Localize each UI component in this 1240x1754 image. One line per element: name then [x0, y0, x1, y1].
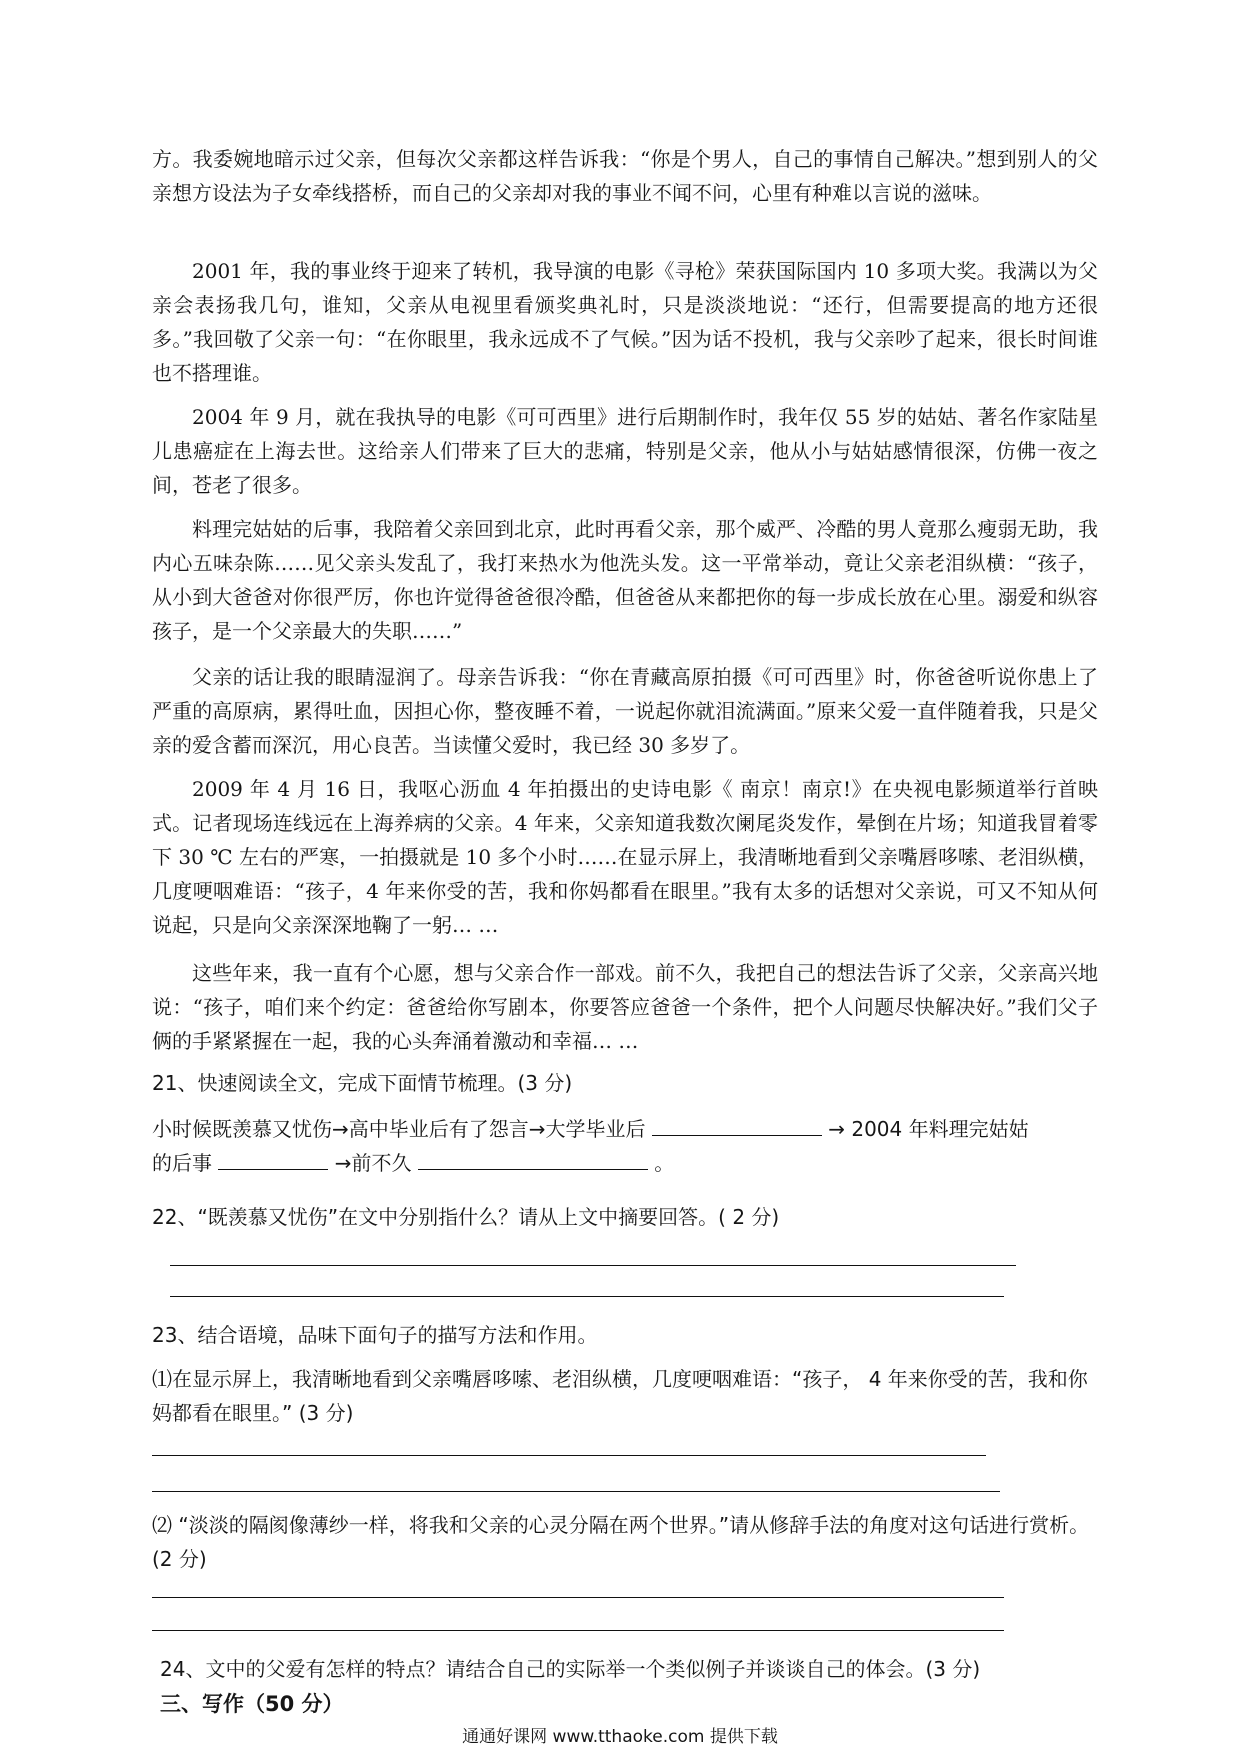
- answer-line-23-1a[interactable]: [152, 1455, 986, 1456]
- answer-line-22-1[interactable]: [170, 1265, 1016, 1266]
- answer-blank-3[interactable]: [418, 1147, 648, 1170]
- question-24: 24、文中的父爱有怎样的特点？请结合自己的实际举一个类似例子并谈谈自己的体会。(3 分): [160, 1657, 981, 1681]
- answer-line-23-2a[interactable]: [152, 1597, 1004, 1598]
- answer-line-23-2b[interactable]: [152, 1630, 1004, 1631]
- question-23-1: ⑴在显示屏上，我清晰地看到父亲嘴唇哆嗦、老泪纵横，几度哽咽难语：“孩子， 4 年来你受的苦，我和你妈都看在眼里。” (3 分): [152, 1367, 1088, 1425]
- flow-part-b: → 2004 年料理完姑姑: [828, 1117, 1029, 1141]
- section-3-heading: 三、写作（50 分）: [160, 1692, 344, 1716]
- flow-part-e: 。: [654, 1151, 675, 1175]
- question-21-flow: [152, 1112, 1098, 1180]
- passage-paragraph-3: 2004 年 9 月，就在我执导的电影《可可西里》进行后期制作时，我年仅 55 岁的姑姑、著名作家陆星儿患癌症在上海去世。这给亲人们带来了巨大的悲痛，特别是父亲，他从小与姑姑感情很深，仿佛一夜之间，苍老了很多。: [152, 405, 1098, 497]
- passage-paragraph-4: 料理完姑姑的后事，我陪着父亲回到北京，此时再看父亲，那个威严、冷酷的男人竟那么瘦弱无助，我内心五味杂陈……见父亲头发乱了，我打来热水为他洗头发。这一平常举动，竟让父亲老泪纵横：“孩子，从小到大爸爸对你很严厉，你也许觉得爸爸很冷酷，但爸爸从来都把你的每一步成长放在心里。溺爱和纵容孩子，是一个父亲最大的失职……”: [152, 517, 1098, 643]
- answer-blank-2[interactable]: [218, 1147, 328, 1170]
- flow-part-d: →前不久: [334, 1151, 412, 1175]
- passage-paragraph-6: 2009 年 4 月 16 日，我呕心沥血 4 年拍摄出的史诗电影《 南京！南京!》在央视电影频道举行首映式。记者现场连线远在上海养病的父亲。4 年来，父亲知道我数次阑尾炎发作，晕倒在片场；知道我冒着零下 30 ℃ 左右的严寒，一拍摄就是 10 多个小时……在显示屏上，我清晰地看到父亲嘴唇哆嗦、老泪纵横，几度哽咽难语：“孩子，4 年来你受的苦，我和你妈都看在眼里。”我有太多的话想对父亲说，可又不知从何说起，只是向父亲深深地鞠了一躬… …: [152, 777, 1098, 937]
- passage-paragraph-1: 方。我委婉地暗示过父亲，但每次父亲都这样告诉我：“你是个男人，自己的事情自己解决。”想到别人的父亲想方设法为子女牵线搭桥，而自己的父亲却对我的事业不闻不问，心里有种难以言说的滋味。: [152, 147, 1098, 205]
- flow-part-c: 的后事: [152, 1151, 212, 1175]
- question-21: 21、快速阅读全文，完成下面情节梳理。(3 分): [152, 1071, 573, 1095]
- question-23: 23、结合语境，品味下面句子的描写方法和作用。: [152, 1323, 598, 1347]
- answer-blank-1[interactable]: [652, 1113, 822, 1136]
- answer-line-22-2[interactable]: [170, 1296, 1004, 1297]
- passage-paragraph-7: 这些年来，我一直有个心愿，想与父亲合作一部戏。前不久，我把自己的想法告诉了父亲，父亲高兴地说：“孩子，咱们来个约定：爸爸给你写剧本，你要答应爸爸一个条件，把个人问题尽快解决好。”我们父子俩的手紧紧握在一起，我的心头奔涌着激动和幸福… …: [152, 961, 1098, 1053]
- flow-part-a: 小时候既羡慕又忧伤→高中毕业后有了怨言→大学毕业后: [152, 1117, 646, 1141]
- passage-paragraph-2: 2001 年，我的事业终于迎来了转机，我导演的电影《寻枪》荣获国际国内 10 多项大奖。我满以为父亲会表扬我几句，谁知，父亲从电视里看颁奖典礼时，只是淡淡地说：“还行，但需要提高的地方还很多。”我回敬了父亲一句：“在你眼里，我永远成不了气候。”因为话不投机，我与父亲吵了起来，很长时间谁也不搭理谁。: [152, 259, 1098, 385]
- question-22: 22、“既羡慕又忧伤”在文中分别指什么？请从上文中摘要回答。( 2 分): [152, 1205, 780, 1229]
- passage-paragraph-5: 父亲的话让我的眼睛湿润了。母亲告诉我：“你在青藏高原拍摄《可可西里》时，你爸爸听说你患上了严重的高原病，累得吐血，因担心你，整夜睡不着，一说起你就泪流满面。”原来父爱一直伴随着我，只是父亲的爱含蓄而深沉，用心良苦。当读懂父爱时，我已经 30 多岁了。: [152, 665, 1098, 757]
- answer-line-23-1b[interactable]: [152, 1491, 1000, 1492]
- page-footer: 通通好课网 www.tthaoke.com 提供下载: [462, 1727, 778, 1747]
- question-23-2: ⑵ “淡淡的隔阂像薄纱一样，将我和父亲的心灵分隔在两个世界。”请从修辞手法的角度对这句话进行赏析。(2 分): [152, 1513, 1090, 1571]
